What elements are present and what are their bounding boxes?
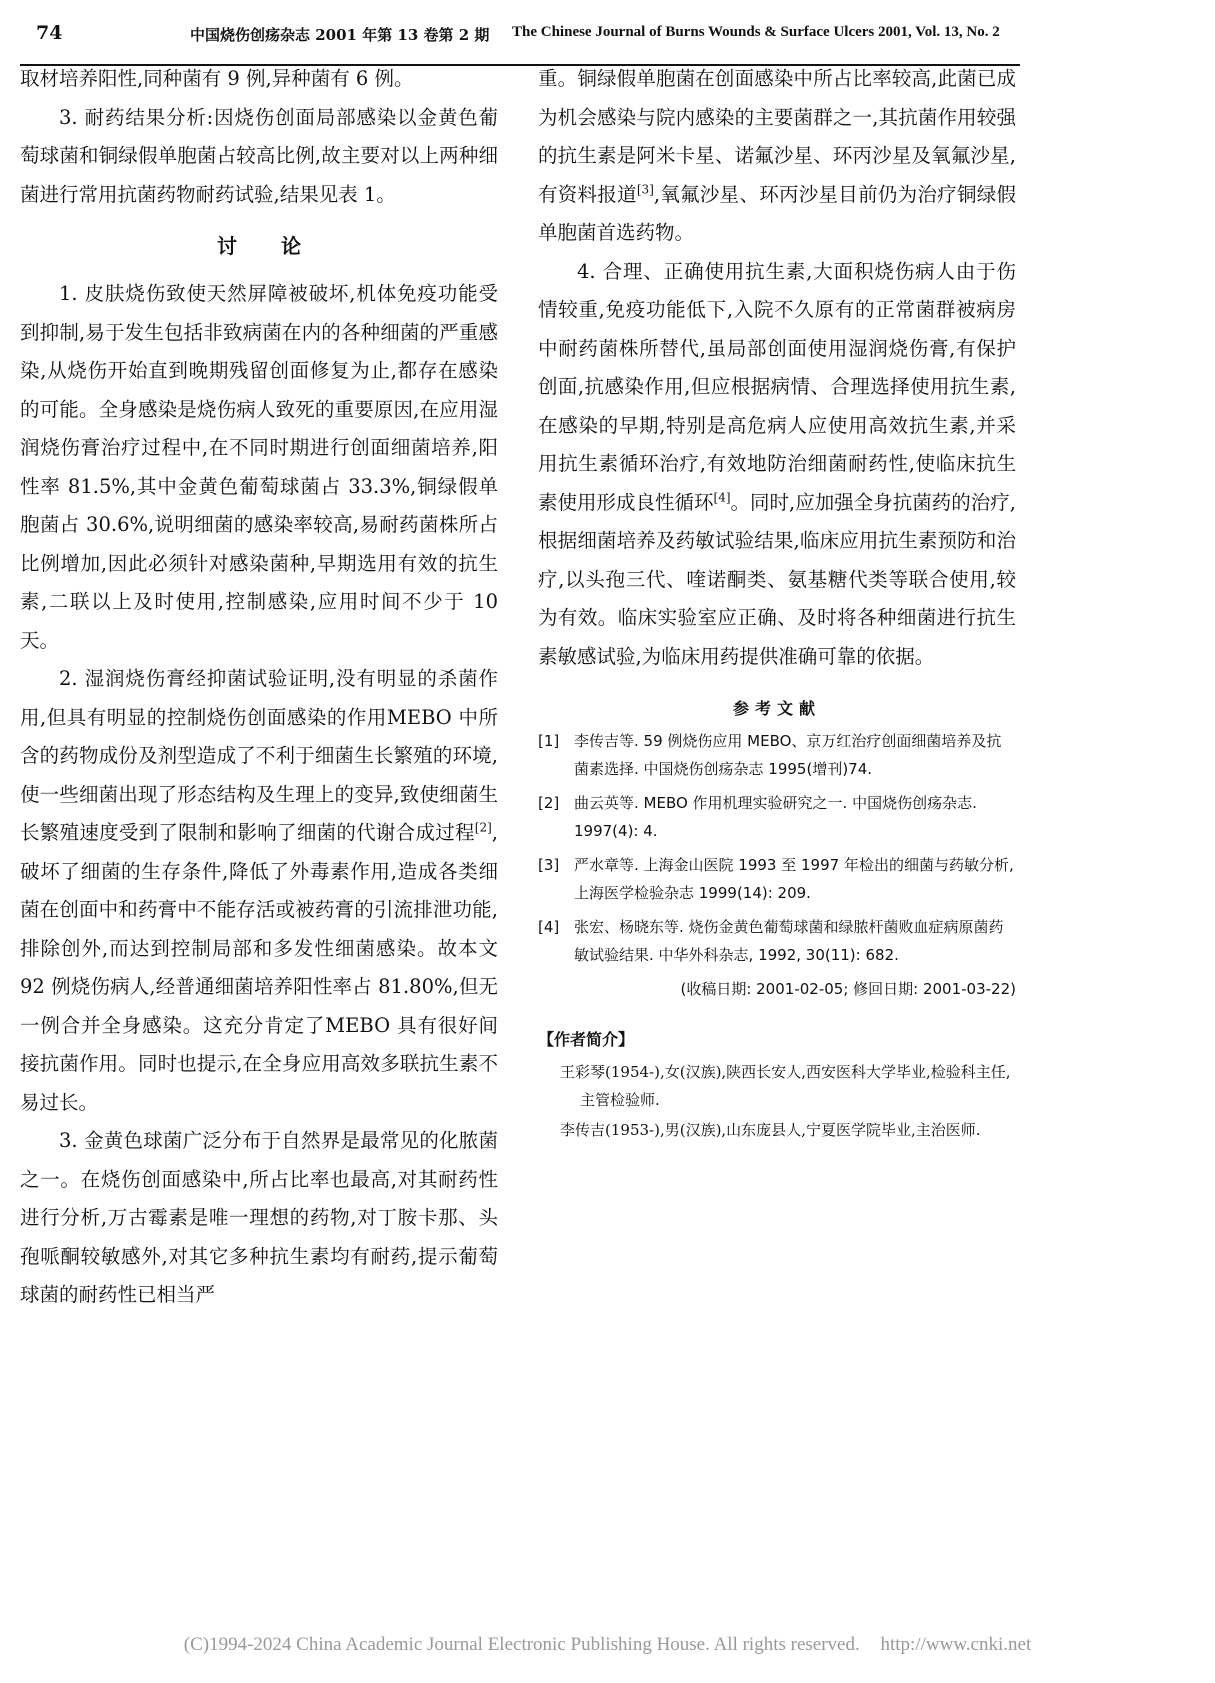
reference-number: [1] [538, 732, 560, 750]
reference-item [538, 727, 1016, 783]
paragraph-text: 重。铜绿假单胞菌在创面感染中所占比率较高,此菌已成为机会感染与院内感染的主要菌群之一,其抗菌作用较强的抗生素是阿米卡星、诺氟沙星、环丙沙星及氧氟沙星,有资料报道 [538, 67, 1016, 206]
reference-item [538, 913, 1016, 969]
references-title: 参考文献 [732, 699, 821, 718]
reference-item [538, 851, 1016, 907]
reference-number: [2] [538, 794, 560, 812]
page-number: 74 [36, 22, 63, 44]
author-bio: 王彩琴(1954-),女(汉族),陕西长安人,西安医科大学毕业,检验科主任,主管检验师. [560, 1063, 1011, 1109]
page-footer [0, 1634, 1215, 1656]
body-paragraph [538, 60, 1016, 253]
reference-number: [4] [538, 918, 560, 936]
body-paragraph: 取材培养阳性,同种菌有 9 例,异种菌有 6 例。 [20, 67, 414, 90]
page-header [0, 18, 1215, 48]
reference-number: [3] [538, 856, 560, 874]
left-column [20, 60, 498, 1315]
paragraph-text: ,破坏了细菌的生存条件,降低了外毒素作用,造成各类细菌在创面中和药膏中不能存活或被药膏的引流排泄功能,排除创外,而达到控制局部和多发性细菌感染。故本文 92 例烧伤病人,经普通细菌培养阳性率占 81.80%,但无一例合并全身感染。这充分肯定了MEBO 具有很好间接抗菌作用。同时也提示,在全身应用高效多联抗生素不易过长。 [20, 821, 498, 1114]
footer-url-link[interactable]: http://www.cnki.net [880, 1634, 1032, 1655]
citation-link[interactable]: [3] [636, 182, 654, 196]
reference-text: 李传吉等. 59 例烧伤应用 MEBO、京万红治疗创面细菌培养及抗菌素选择. 中国烧伤创疡杂志 1995(增刊)74. [574, 732, 1002, 778]
journal-title-cn: 中国烧伤创疡杂志 2001 年第 13 卷第 2 期 [190, 26, 490, 44]
reference-item [538, 789, 1016, 845]
reference-text: 曲云英等. MEBO 作用机理实验研究之一. 中国烧伤创疡杂志. 1997(4): 4. [574, 794, 977, 840]
reference-list [538, 727, 1016, 969]
body-paragraph: 3. 金黄色球菌广泛分布于自然界是最常见的化脓菌之一。在烧伤创面感染中,所占比率也最高,对其耐药性进行分析,万古霉素是唯一理想的药物,对丁胺卡那、头孢哌酮较敏感外,对其它多种抗生素均有耐药,提示葡萄球菌的耐药性已相当严 [20, 1129, 498, 1306]
paragraph-text: 2. 湿润烧伤膏经抑菌试验证明,没有明显的杀菌作用,但具有明显的控制烧伤创面感染的作用MEBO 中所含的药物成份及剂型造成了不利于细菌生长繁殖的环境,使一些细菌出现了形态结构及生理上的变异,致使细菌生长繁殖速度受到了限制和影响了细菌的代谢合成过程 [20, 667, 498, 844]
body-paragraph: 1. 皮肤烧伤致使天然屏障被破坏,机体免疫功能受到抑制,易于发生包括非致病菌在内的各种细菌的严重感染,从烧伤开始直到晚期残留创面修复为止,都存在感染的可能。全身感染是烧伤病人致死的重要原因,在应用湿润烧伤膏治疗过程中,在不同时期进行创面细菌培养,阳性率 81.5%,其中金黄色葡萄球菌占 33.3%,铜绿假单胞菌占 30.6%,说明细菌的感染率较高,易耐药菌株所占比例增加,因此必须针对感染菌种,早期选用有效的抗生素,二联以上及时使用,控制感染,应用时间不少于 10 天。 [20, 282, 498, 652]
copyright-notice: (C)1994-2024 China Academic Journal Electronic Publishing House. All rights reserved. [183, 1634, 860, 1655]
body-paragraph [538, 253, 1016, 677]
citation-link[interactable]: [2] [474, 820, 492, 835]
journal-title-en: The Chinese Journal of Burns Wounds & Surface Ulcers 2001, Vol. 13, No. 2 [512, 24, 1000, 40]
received-dates: (收稿日期: 2001-02-05; 修回日期: 2001-03-22) [680, 980, 1016, 998]
reference-text: 张宏、杨晓东等. 烧伤金黄色葡萄球菌和绿脓杆菌败血症病原菌药敏试验结果. 中华外科杂志, 1992, 30(11): 682. [574, 918, 1004, 964]
citation-link[interactable]: [4] [713, 490, 731, 504]
paragraph-text: 。同时,应加强全身抗菌药的治疗,根据细菌培养及药敏试验结果,临床应用抗生素预防和治疗,以头孢三代、喹诺酮类、氨基糖代类等联合使用,较为有效。临床实验室应正确、及时将各种细菌进行抗生素敏感试验,为临床用药提供准确可靠的依据。 [538, 490, 1016, 668]
reference-text: 严水章等. 上海金山医院 1993 至 1997 年检出的细菌与药敏分析, 上海医学检验杂志 1999(14): 209. [574, 856, 1014, 902]
body-paragraph [20, 660, 498, 1122]
paragraph-text: ,氧氟沙星、环丙沙星目前仍为治疗铜绿假单胞菌首选药物。 [538, 182, 1016, 244]
right-column [538, 60, 1016, 1146]
paragraph-text: 4. 合理、正确使用抗生素,大面积烧伤病人由于伤情较重,免疫功能低下,入院不久原有的正常菌群被病房中耐药菌株所替代,虽局部创面使用湿润烧伤膏,有保护创面,抗感染作用,但应根据病情、合理选择使用抗生素,在感染的早期,特别是高危病人应使用高效抗生素,并采用抗生素循环治疗,有效地防治细菌耐药性,使临床抗生素使用形成良性循环 [538, 259, 1016, 514]
author-bio-heading: 【作者简介】 [538, 1030, 635, 1049]
body-paragraph: 3. 耐药结果分析:因烧伤创面局部感染以金黄色葡萄球菌和铜绿假单胞菌占较高比例,故主要对以上两种细菌进行常用抗菌药物耐药试验,结果见表 1。 [20, 105, 498, 206]
author-bio: 李传吉(1953-),男(汉族),山东庞县人,宁夏医学院毕业,主治医师. [560, 1121, 981, 1139]
section-title-discussion: 讨论 [217, 234, 345, 258]
